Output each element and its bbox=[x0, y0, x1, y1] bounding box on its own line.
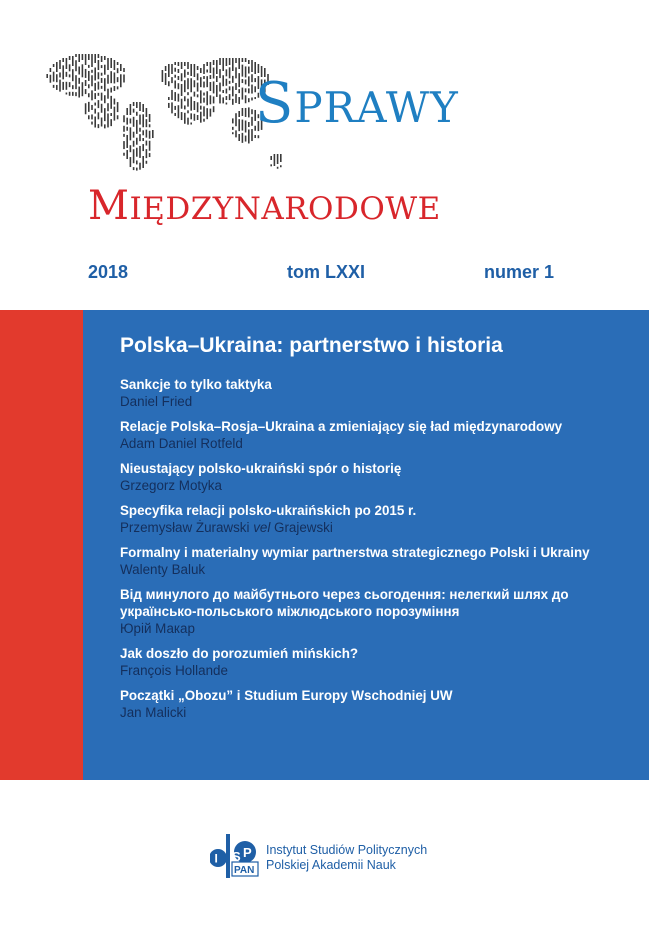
article-title: Relacje Polska–Rosja–Ukraina a zmieniający się ład międzynarodowy bbox=[120, 419, 563, 434]
red-side-bar bbox=[0, 310, 83, 780]
article-entry[interactable] bbox=[120, 502, 625, 536]
svg-text:PAN: PAN bbox=[234, 865, 255, 876]
article-entry[interactable] bbox=[120, 418, 625, 452]
article-entry[interactable] bbox=[120, 645, 625, 679]
article-author: Daniel Fried bbox=[120, 394, 193, 409]
article-entry[interactable] bbox=[120, 586, 625, 637]
article-title: Specyfika relacji polsko-ukraińskich po 2015 r. bbox=[120, 503, 417, 518]
article-entry[interactable] bbox=[120, 460, 625, 494]
isp-pan-logo bbox=[210, 834, 262, 878]
article-author: Grzegorz Motyka bbox=[120, 478, 222, 493]
article-author: François Hollande bbox=[120, 663, 228, 678]
article-title: Від минулого до майбутнього через сьогодення: нелегкий шлях до українсько-польського міжлюдського порозуміння bbox=[120, 587, 569, 619]
article-title: Sankcje to tylko taktyka bbox=[120, 377, 272, 392]
table-of-contents bbox=[120, 376, 625, 729]
article-author: Walenty Baluk bbox=[120, 562, 206, 577]
article-author: Юрій Макар bbox=[120, 621, 195, 636]
article-author: Jan Malicki bbox=[120, 705, 187, 720]
article-title: Jak doszło do porozumień mińskich? bbox=[120, 646, 359, 661]
publisher-line-2: Polskiej Akademii Nauk bbox=[266, 858, 396, 872]
contents-panel bbox=[83, 310, 649, 780]
article-author: Adam Daniel Rotfeld bbox=[120, 436, 243, 451]
volume-label: tom LXXI bbox=[287, 262, 366, 282]
issue-number-label: numer 1 bbox=[484, 262, 555, 282]
svg-text:S: S bbox=[232, 849, 241, 864]
article-author: Przemysław Żurawski vel Grajewski bbox=[120, 520, 333, 535]
article-title: Nieustający polsko-ukraiński spór o historię bbox=[120, 461, 402, 476]
article-title: Początki „Obozu” i Studium Europy Wschodniej UW bbox=[120, 688, 453, 703]
article-entry[interactable] bbox=[120, 544, 625, 578]
article-entry[interactable] bbox=[120, 687, 625, 721]
publisher-name bbox=[266, 843, 427, 873]
article-title: Formalny i materialny wymiar partnerstwa strategicznego Polski i Ukrainy bbox=[120, 545, 590, 560]
article-entry[interactable] bbox=[120, 376, 625, 410]
issue-title: Polska–Ukraina: partnerstwo i historia bbox=[120, 334, 503, 357]
svg-text:P: P bbox=[243, 845, 252, 860]
journal-title-sprawy: SPRAWY bbox=[255, 71, 459, 136]
journal-title-miedzynarodowe: MIĘDZYNARODOWE bbox=[88, 183, 441, 229]
svg-text:I: I bbox=[214, 851, 218, 866]
year-label: 2018 bbox=[88, 262, 129, 282]
publisher-line-1: Instytut Studiów Politycznych bbox=[266, 843, 428, 857]
